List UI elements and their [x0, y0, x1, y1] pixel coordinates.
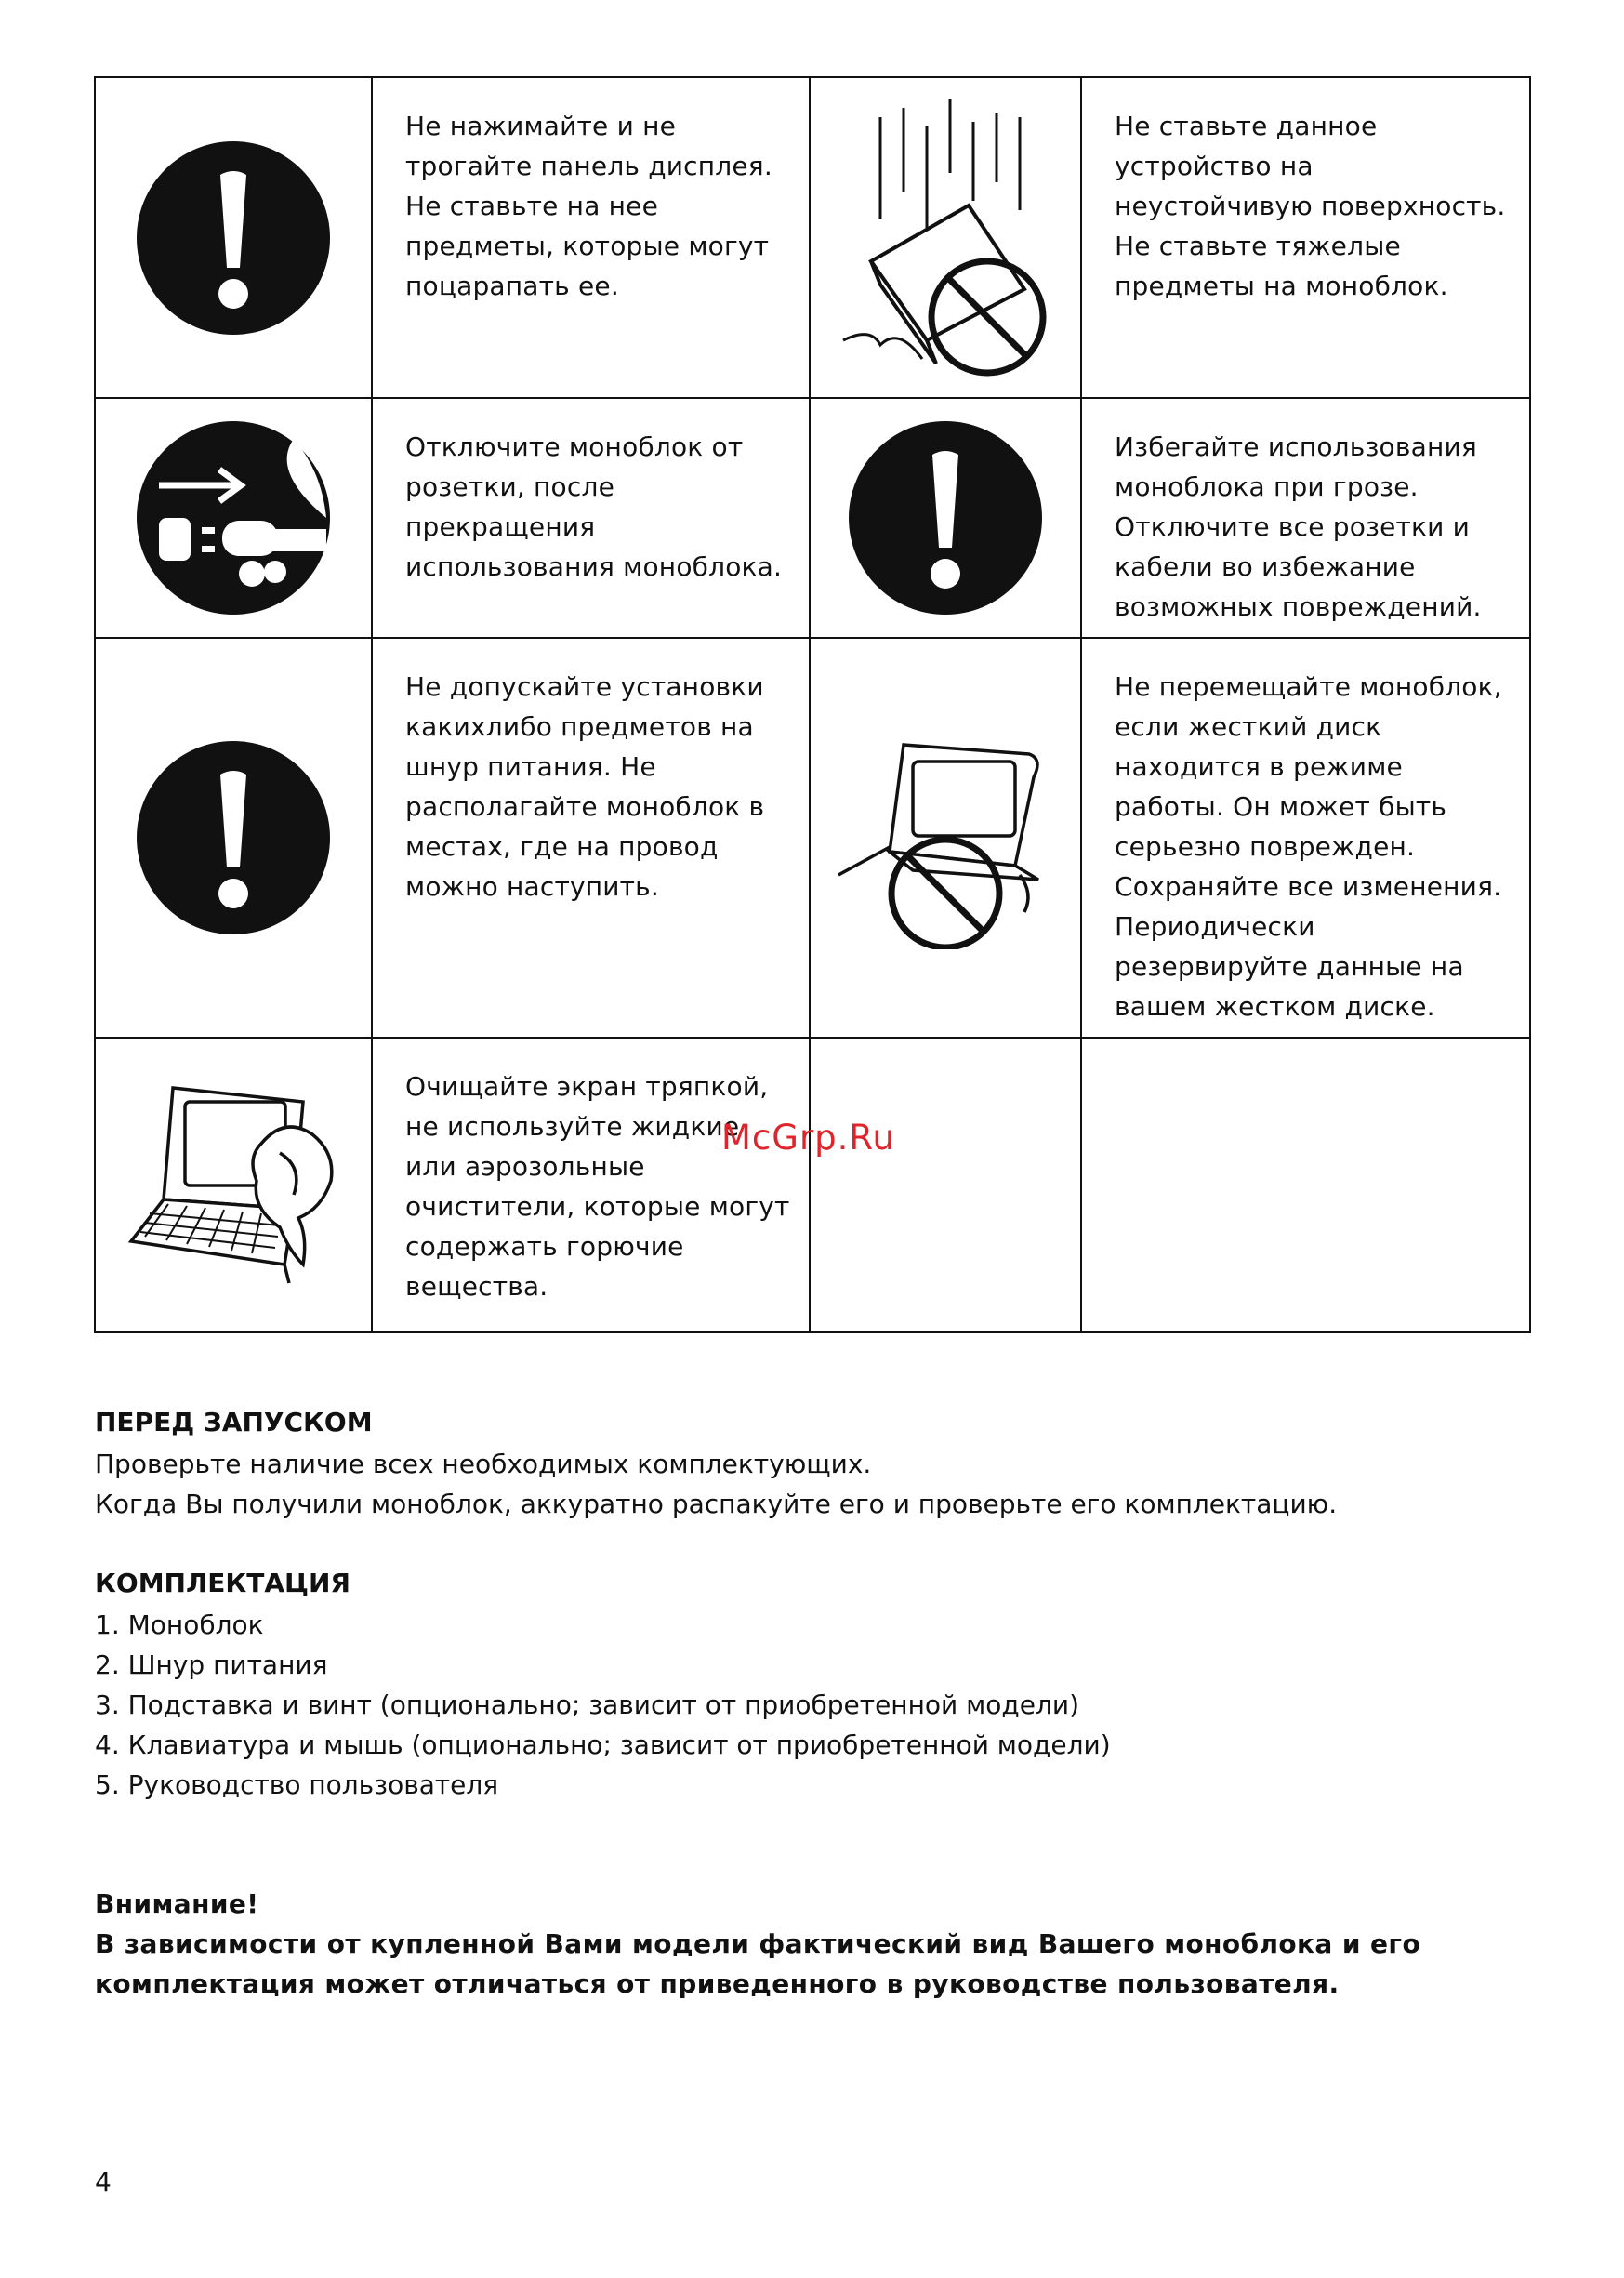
- table-row: [95, 77, 1530, 398]
- safety-text: Не перемещайте моноблок, если жесткий диск находится в режиме работы. Он может быть серьезно поврежден. Сохраняйте все изменения. Периодически резервируйте данные на вашем жестком диске.: [1081, 638, 1530, 1038]
- empty-cell: [810, 1038, 1081, 1332]
- exclamation-warning-icon: [131, 735, 336, 940]
- safety-text: Не ставьте данное устройство на неустойчивую поверхность. Не ставьте тяжелые предметы на моноблок.: [1081, 77, 1530, 398]
- safety-text: Избегайте использования моноблока при грозе. Отключите все розетки и кабели во избежание возможных повреждений.: [1081, 398, 1530, 638]
- list-item: 1. Моноблок: [95, 1609, 264, 1640]
- safety-text: Не допускайте установки какихлибо предметов на шнур питания. Не располагайте моноблок в местах, где на провод можно наступить.: [372, 638, 810, 1038]
- exclamation-warning-icon: [131, 136, 336, 340]
- list-item: 4. Клавиатура и мышь (опционально; зависит от приобретенной модели): [95, 1729, 1111, 1760]
- attention-text: В зависимости от купленной Вами модели фактический вид Вашего моноблока и его комплектация может отличаться от приведенного в руководстве пользователя.: [95, 1928, 1421, 1999]
- table-row: [95, 638, 1530, 1038]
- page-number: 4: [95, 2166, 112, 2197]
- empty-cell: [1081, 1038, 1530, 1332]
- icon-cell: [95, 77, 372, 398]
- move-device-prohibited-icon: [834, 726, 1057, 949]
- attention-title: Внимание!: [95, 1888, 259, 1919]
- table-row: [95, 1038, 1530, 1332]
- exclamation-warning-icon: [843, 416, 1048, 620]
- list-item: 3. Подставка и винт (опционально; зависит от приобретенной модели): [95, 1689, 1079, 1720]
- icon-cell: [810, 77, 1081, 398]
- falling-device-prohibited-icon: [834, 89, 1057, 387]
- icon-cell: [95, 638, 372, 1038]
- before-start-title: ПЕРЕД ЗАПУСКОМ: [95, 1407, 373, 1437]
- icon-cell: [95, 1038, 372, 1332]
- package-title: КОМПЛЕКТАЦИЯ: [95, 1568, 350, 1598]
- before-start-line: Проверьте наличие всех необходимых комплектующих.: [95, 1449, 872, 1479]
- icon-cell: [810, 398, 1081, 638]
- cleaning-cloth-icon: [122, 1079, 345, 1292]
- list-item: 5. Руководство пользователя: [95, 1769, 499, 1800]
- safety-text: Отключите моноблок от розетки, после прекращения использования моноблока.: [372, 398, 810, 638]
- icon-cell: [810, 638, 1081, 1038]
- package-list: [95, 1605, 1111, 1805]
- before-start-line: Когда Вы получили моноблок, аккуратно распакуйте его и проверьте его комплектацию.: [95, 1489, 1338, 1519]
- safety-text: Очищайте экран тряпкой, не используйте жидкие или аэрозольные очистители, которые могут содержать горючие вещества.: [372, 1038, 810, 1332]
- list-item: 2. Шнур питания: [95, 1649, 328, 1680]
- unplug-icon: [131, 416, 336, 620]
- safety-text: Не нажимайте и не трогайте панель дисплея. Не ставьте на нее предметы, которые могут поцарапать ее.: [372, 77, 810, 398]
- icon-cell: [95, 398, 372, 638]
- table-row: [95, 398, 1530, 638]
- watermark: McGrp.Ru: [721, 1118, 895, 1158]
